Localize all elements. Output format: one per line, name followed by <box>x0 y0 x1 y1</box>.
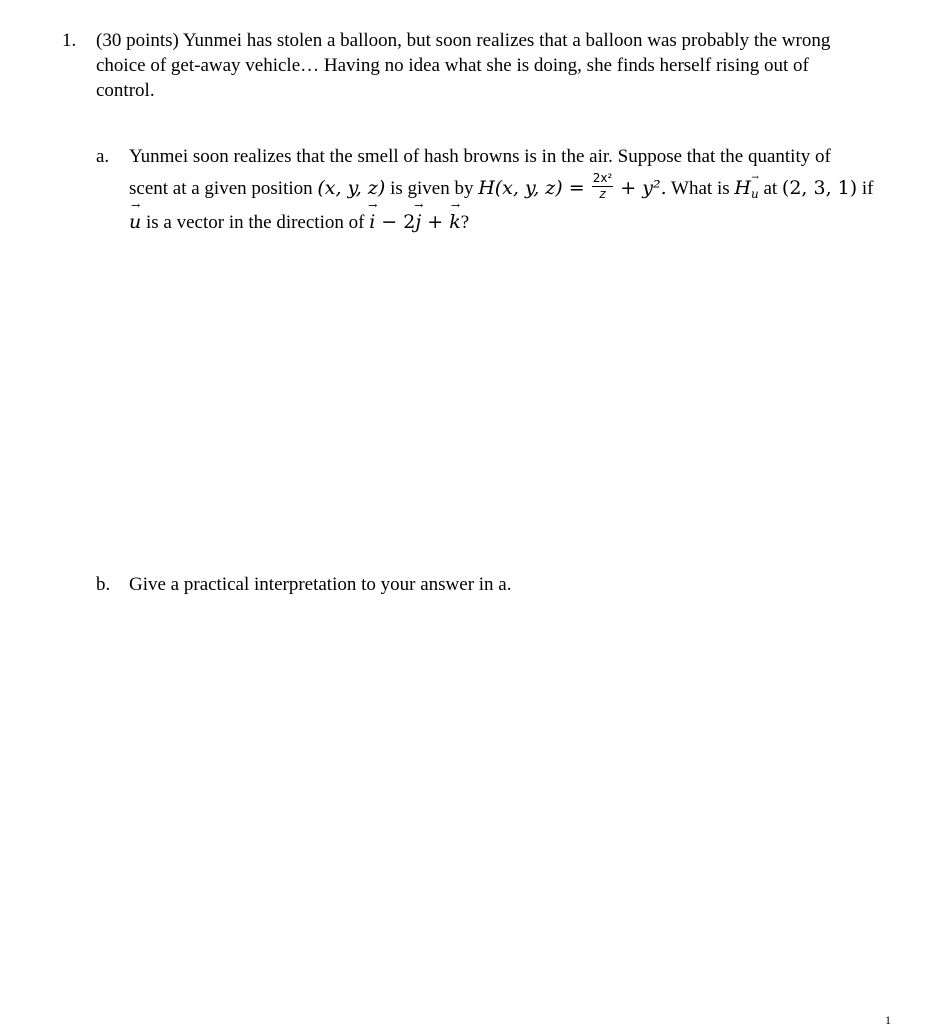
y-squared-term: + y². <box>614 177 667 199</box>
part-a-line-2 <box>129 170 874 208</box>
part-a-text-if: if <box>857 178 874 199</box>
part-a-text-scent: scent at a given position <box>129 178 318 199</box>
question-number: 1. <box>62 30 77 51</box>
plus-sign: + <box>421 211 450 233</box>
vector-arrow-icon: → <box>130 199 141 212</box>
fraction-denominator: z <box>599 186 606 201</box>
vector-arrow-icon: → <box>414 199 424 212</box>
part-a-text-what-is: What is <box>666 178 735 199</box>
question-intro-line-3: control. <box>96 80 155 101</box>
vector-arrow-icon: → <box>368 199 378 212</box>
part-b-label: b. <box>96 574 111 595</box>
fraction-2x2-over-z <box>592 172 614 200</box>
question-intro-line-2: choice of get-away vehicle… Having no idea what she is doing, she finds herself rising out of <box>96 55 809 76</box>
part-b-line-1: Give a practical interpretation to your answer in a. <box>129 574 512 595</box>
fraction-numerator: 2x² <box>592 170 613 185</box>
function-H: H(x, y, z) = <box>478 177 591 199</box>
part-a-line-1: Yunmei soon realizes that the smell of hash browns is in the air. Suppose that the quantity of <box>129 146 831 167</box>
part-a-line-3 <box>129 199 470 235</box>
part-a-label: a. <box>96 146 110 167</box>
position-tuple: (x, y, z) <box>317 177 386 199</box>
part-a-text-given-by: is given by <box>385 178 479 199</box>
vector-j: → j <box>414 199 424 233</box>
vector-u: → u <box>129 199 142 233</box>
question-intro-line-1: (30 points) Yunmei has stolen a balloon, but soon realizes that a balloon was probably the wrong <box>96 30 831 51</box>
vector-i: → i <box>368 199 378 233</box>
part-a-text-direction: is a vector in the direction of <box>141 212 370 233</box>
page-number: 1 <box>885 1013 891 1027</box>
vector-k: → k <box>449 199 461 233</box>
directional-derivative-H: H <box>734 177 751 199</box>
subscript-u-vector: → u <box>750 173 759 201</box>
evaluation-point: (2, 3, 1) <box>781 177 858 199</box>
vector-arrow-icon: → <box>450 199 461 212</box>
question-mark: ? <box>460 212 470 233</box>
vector-arrow-icon: → <box>751 173 759 183</box>
part-a-text-at: at <box>758 178 782 199</box>
minus-two: − 2 <box>375 211 416 233</box>
